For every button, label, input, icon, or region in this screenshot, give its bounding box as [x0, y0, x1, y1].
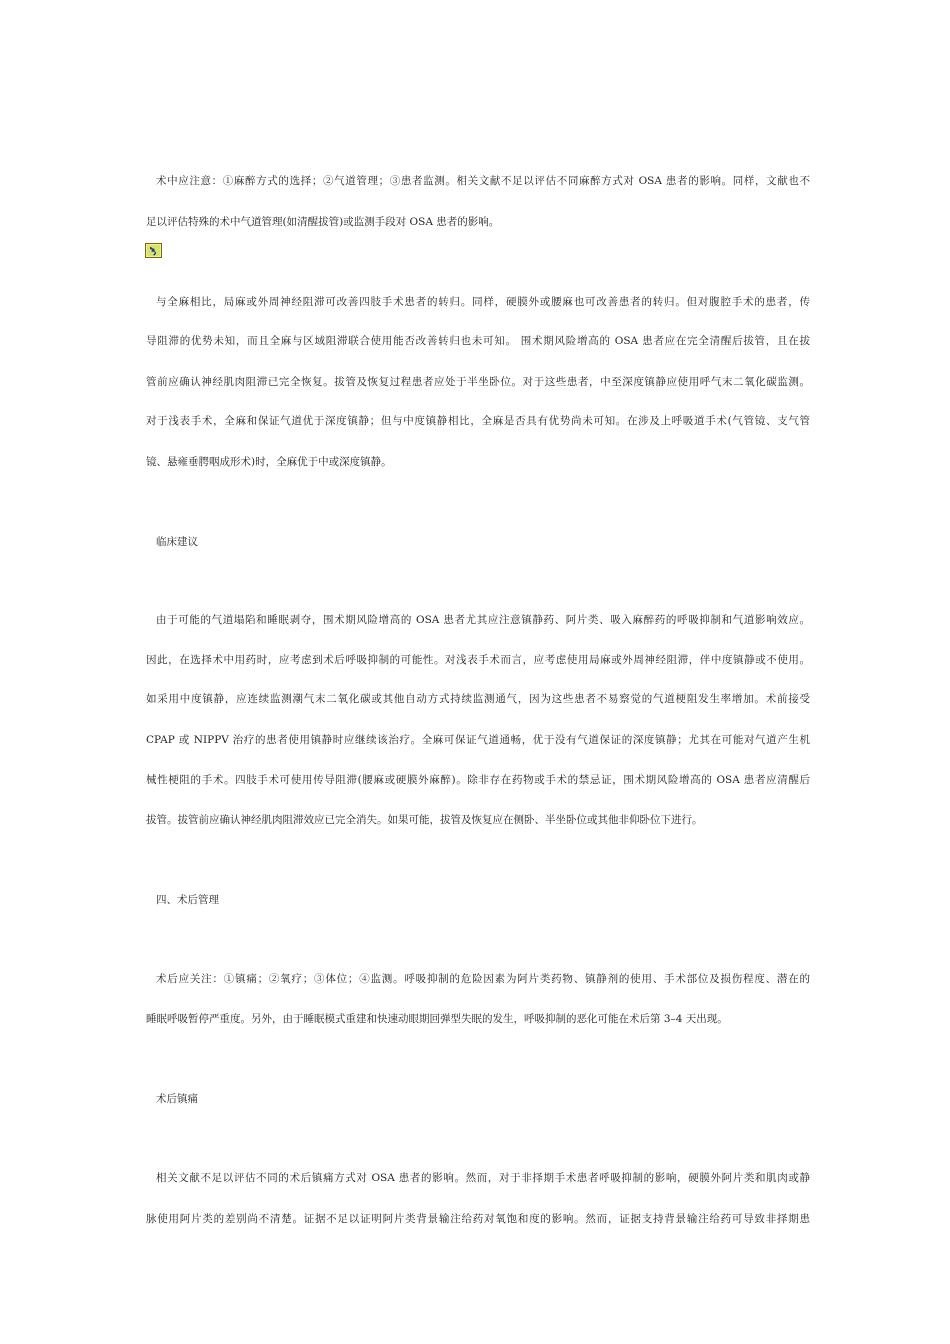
- postop-line-2: 睡眠呼吸暂停严重度。另外，由于睡眠模式重建和快速动眼期回弹型失眠的发生，呼吸抑制的恶化可能在术后第 3–4 天出现。: [146, 1013, 728, 1025]
- heading-clinical-recommendations: 临床建议: [156, 536, 198, 548]
- anesthesia-line-5: 镜、悬雍垂腭咽成形术)时，全麻优于中或深度镇静。: [146, 456, 392, 468]
- analgesia-line-1: 相关文献不足以评估不同的术后镇痛方式对 OSA 患者的影响。然而，对于非择期手术患者呼吸抑制的影响，硬膜外阿片类和肌肉或静: [156, 1172, 810, 1184]
- anesthesia-line-2: 导阻滞的优势未知，而且全麻与区域阻滞联合使用能否改善转归也未可知。 围术期风险增高的 OSA 患者应在完全清醒后拔管，且在拔: [146, 335, 810, 347]
- anesthesia-line-1: 与全麻相比，局麻或外周神经阻滞可改善四肢手术患者的转归。同样，硬膜外或腰麻也可改善患者的转归。但对腹腔手术的患者，传: [156, 296, 810, 308]
- anesthesia-line-3: 管前应确认神经肌肉阻滞已完全恢复。拔管及恢复过程患者应处于半坐卧位。对于这些患者，中至深度镇静应使用呼气末二氧化碳监测。: [146, 376, 810, 388]
- anesthesia-line-4: 对于浅表手术，全麻和保证气道优于深度镇静；但与中度镇静相比，全麻是否具有优势尚未可知。在涉及上呼吸道手术(气管镜、支气管: [146, 415, 810, 427]
- clinical-line-5: 械性梗阻的手术。四肢手术可使用传导阻滞(腰麻或硬膜外麻醉)。除非存在药物或手术的禁忌证，围术期风险增高的 OSA 患者应清醒后: [146, 774, 810, 786]
- postop-line-1: 术后应关注：①镇痛；②氧疗；③体位；④监测。呼吸抑制的危险因素为阿片类药物、镇静剂的使用、手术部位及损伤程度、潜在的: [156, 973, 810, 985]
- heading-postop-analgesia: 术后镇痛: [156, 1093, 198, 1105]
- clinical-line-4: CPAP 或 NIPPV 治疗的患者使用镇静时应继续该治疗。全麻可保证气道通畅，优于没有气道保证的深度镇静；尤其在可能对气道产生机: [146, 734, 810, 746]
- clinical-line-2: 因此，在选择术中用药时，应考虑到术后呼吸抑制的可能性。对浅表手术而言，应考虑使用局麻或外周神经阻滞，伴中度镇静或不使用。: [146, 654, 810, 666]
- intraop-line-2: 足以评估特殊的术中气道管理(如清醒拔管)或监测手段对 OSA 患者的影响。: [146, 216, 500, 228]
- clinical-line-3: 如采用中度镇静，应连续监测潮气末二氧化碳或其他自动方式持续监测通气，因为这些患者不易察觉的气道梗阻发生率增加。术前接受: [146, 693, 810, 705]
- clinical-line-1: 由于可能的气道塌陷和睡眠剥夺，围术期风险增高的 OSA 患者尤其应注意镇静药、阿片类、吸入麻醉药的呼吸抑制和气道影响效应。: [156, 614, 810, 626]
- arrow-note-icon[interactable]: [145, 243, 162, 258]
- analgesia-line-2: 脉使用阿片类的差别尚不清楚。证据不足以证明阿片类背景输注给药对氧饱和度的影响。然而，证据支持背景输注给药可导致非择期患: [146, 1213, 810, 1225]
- clinical-line-6: 拔管。拔管前应确认神经肌肉阻滞效应已完全消失。如果可能，拔管及恢复应在侧卧、半坐卧位或其他非仰卧位下进行。: [146, 814, 703, 826]
- heading-postop-management: 四、术后管理: [156, 894, 219, 906]
- intraop-line-1: 术中应注意：①麻醉方式的选择；②气道管理；③患者监测。相关文献不足以评估不同麻醉方式对 OSA 患者的影响。同样，文献也不: [156, 175, 810, 187]
